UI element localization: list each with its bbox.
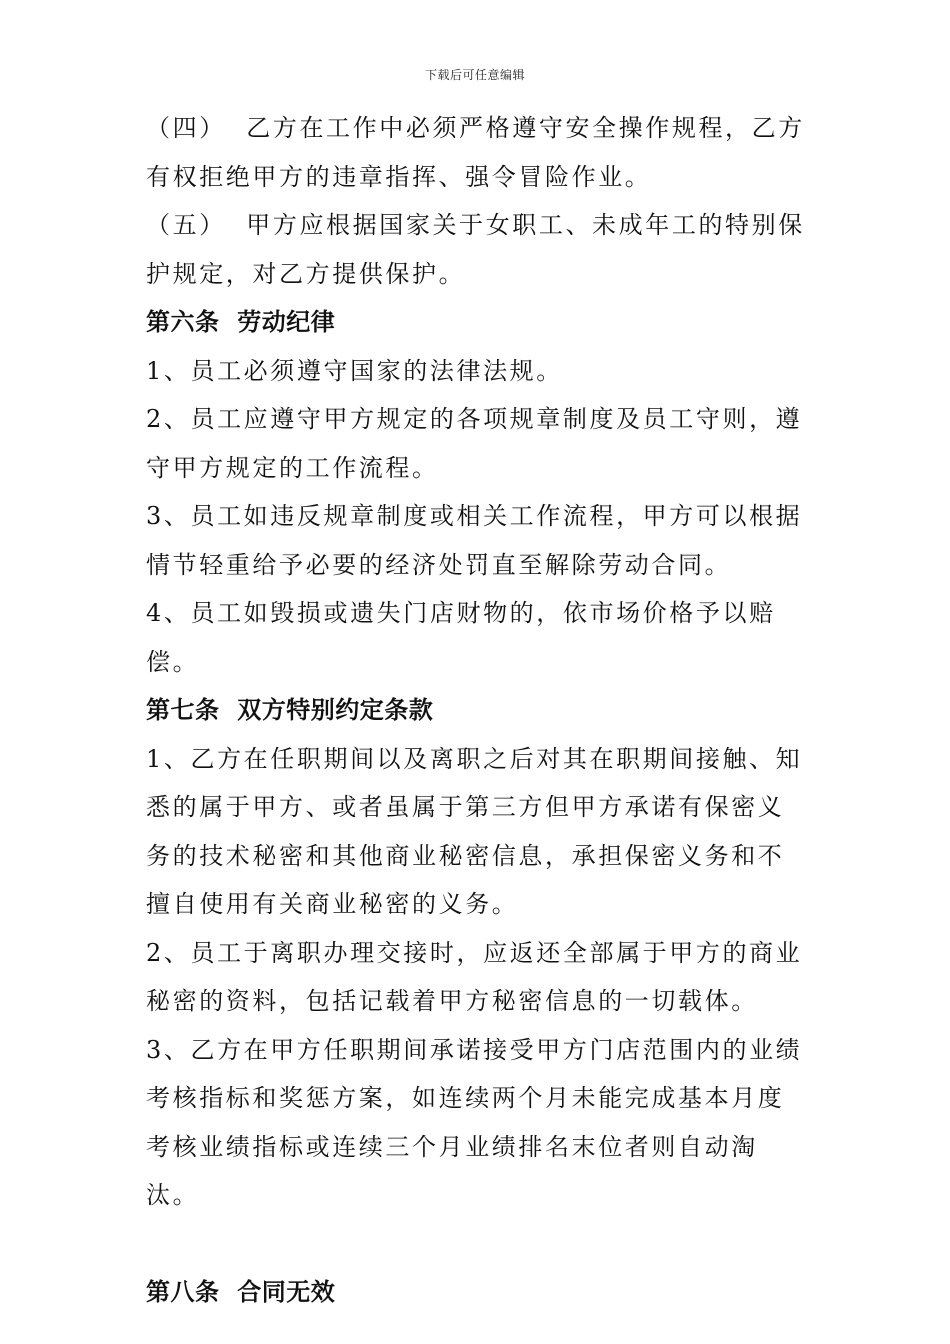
article-heading: 第六条 劳动纪律 [146,307,336,336]
blank-line [146,1220,810,1268]
clause-paragraph: 3、员工如违反规章制度或相关工作流程，甲方可以根据情节轻重给予必要的经济处罚直至解除劳动合同。 [146,502,803,579]
clause-paragraph: 1、乙方在任职期间以及离职之后对其在职期间接触、知悉的属于甲方、或者虽属于第三方但甲方承诺有保密义务的技术秘密和其他商业秘密信息，承担保密义务和不擅自使用有关商业秘密的义务。 [146,744,803,918]
clause-paragraph: 2、员工应遵守甲方规定的各项规章制度及员工守则，遵守甲方规定的工作流程。 [146,405,803,482]
page-header: 下载后可任意编辑 [424,68,525,82]
article-heading: 第八条 合同无效 [146,1276,336,1306]
clause-paragraph: 1、员工必须遵守国家的法律法规。 [146,356,563,385]
clause-paragraph: 3、乙方在甲方任职期间承诺接受甲方门店范围内的业绩考核指标和奖惩方案，如连续两个月未能完成基本月度考核业绩指标或连续三个月业绩排名末位者则自动淘汰。 [146,1035,803,1209]
clause-paragraph: 2、员工于离职办理交接时，应返还全部属于甲方的商业秘密的资料，包括记载着甲方秘密信息的一切载体。 [146,938,803,1015]
article-heading: 第七条 双方特别约定条款 [146,695,434,724]
clause-paragraph: （五） 甲方应根据国家关于女职工、未成年工的特别保护规定，对乙方提供保护。 [146,211,805,288]
clause-paragraph: （四） 乙方在工作中必须严格遵守安全操作规程，乙方有权拒绝甲方的违章指挥、强令冒险作业。 [146,114,805,191]
clause-paragraph: 4、员工如毁损或遗失门店财物的，依市场价格予以赔偿。 [146,599,776,676]
document-body [146,104,810,1316]
